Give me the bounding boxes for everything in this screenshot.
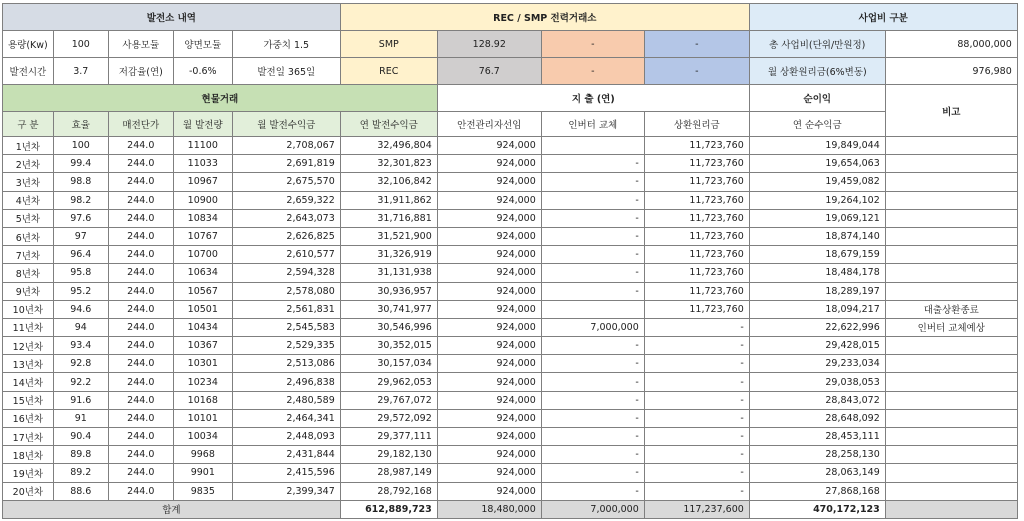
row-annual-net[interactable]: 28,063,149: [749, 464, 885, 482]
row-annual-net[interactable]: 18,484,178: [749, 264, 885, 282]
table-row: [3, 300, 1018, 318]
row-year[interactable]: 14년차: [3, 373, 54, 391]
row-annual-net[interactable]: 28,258,130: [749, 446, 885, 464]
row-inverter[interactable]: [541, 137, 644, 155]
row-efficiency[interactable]: 92.8: [53, 355, 108, 373]
total-cost-label[interactable]: 총 사업비(단위/만원정): [749, 31, 885, 58]
table-row: [3, 191, 1018, 209]
row-inverter[interactable]: -: [541, 391, 644, 409]
col-annual-revenue[interactable]: 연 발전수익금: [340, 112, 437, 137]
rec-value[interactable]: 76.7: [437, 58, 541, 85]
row-safety-manager[interactable]: 924,000: [437, 246, 541, 264]
solar-plant-revenue-table: [2, 3, 1018, 519]
row-unit-price[interactable]: 244.0: [108, 409, 173, 427]
row-unit-price[interactable]: 244.0: [108, 246, 173, 264]
row-year[interactable]: 20년차: [3, 482, 54, 500]
row-repayment[interactable]: 11,723,760: [644, 173, 749, 191]
row-repayment[interactable]: 11,723,760: [644, 137, 749, 155]
row-inverter[interactable]: -: [541, 409, 644, 427]
row-year[interactable]: 15년차: [3, 391, 54, 409]
table-row: [3, 446, 1018, 464]
row-unit-price[interactable]: 244.0: [108, 264, 173, 282]
row-annual-net[interactable]: 28,648,092: [749, 409, 885, 427]
row-safety-manager[interactable]: 924,000: [437, 173, 541, 191]
row-repayment[interactable]: 11,723,760: [644, 191, 749, 209]
module-label[interactable]: 사용모듈: [108, 31, 173, 58]
row-note[interactable]: [885, 355, 1017, 373]
row-safety-manager[interactable]: 924,000: [437, 264, 541, 282]
row-monthly-revenue[interactable]: 2,643,073: [232, 209, 340, 227]
table-row: [3, 373, 1018, 391]
row-monthly-revenue[interactable]: 2,496,838: [232, 373, 340, 391]
row-repayment[interactable]: -: [644, 482, 749, 500]
row-annual-revenue[interactable]: 29,377,111: [340, 428, 437, 446]
row-efficiency[interactable]: 93.4: [53, 337, 108, 355]
row-year[interactable]: 19년차: [3, 464, 54, 482]
column-header-row: [3, 112, 1018, 137]
table-row: [3, 227, 1018, 245]
row-year[interactable]: 8년차: [3, 264, 54, 282]
row-safety-manager[interactable]: 924,000: [437, 482, 541, 500]
row-efficiency[interactable]: 94.6: [53, 300, 108, 318]
row-safety-manager[interactable]: 924,000: [437, 373, 541, 391]
col-repayment[interactable]: 상환원리금: [644, 112, 749, 137]
row-note[interactable]: [885, 282, 1017, 300]
row-annual-net[interactable]: 27,868,168: [749, 482, 885, 500]
row-year[interactable]: 3년차: [3, 173, 54, 191]
row-inverter[interactable]: -: [541, 428, 644, 446]
row-annual-net[interactable]: 28,453,111: [749, 428, 885, 446]
row-annual-revenue[interactable]: 30,936,957: [340, 282, 437, 300]
col-efficiency[interactable]: 효율: [53, 112, 108, 137]
row-monthly-gen[interactable]: 11100: [173, 137, 232, 155]
row-note[interactable]: [885, 464, 1017, 482]
monthly-repay-value[interactable]: 976,980: [885, 58, 1017, 85]
section-header-row: [3, 85, 1018, 112]
table-row: [3, 409, 1018, 427]
row-efficiency[interactable]: 97.6: [53, 209, 108, 227]
degrade-value[interactable]: -0.6%: [173, 58, 232, 85]
row-note[interactable]: [885, 209, 1017, 227]
rec-dash-2[interactable]: -: [644, 58, 749, 85]
row-unit-price[interactable]: 244.0: [108, 373, 173, 391]
table-row: [3, 173, 1018, 191]
row-monthly-gen[interactable]: 10501: [173, 300, 232, 318]
row-monthly-revenue[interactable]: 2,529,335: [232, 337, 340, 355]
row-efficiency[interactable]: 95.2: [53, 282, 108, 300]
row-annual-revenue[interactable]: 31,131,938: [340, 264, 437, 282]
row-monthly-gen[interactable]: 10034: [173, 428, 232, 446]
col-monthly-revenue[interactable]: 월 발전수익금: [232, 112, 340, 137]
row-repayment[interactable]: 11,723,760: [644, 209, 749, 227]
row-note[interactable]: [885, 428, 1017, 446]
row-monthly-gen[interactable]: 10234: [173, 373, 232, 391]
biz-cost-header[interactable]: 사업비 구분: [749, 4, 1017, 31]
weight-cell[interactable]: 가중치 1.5: [232, 31, 340, 58]
row-repayment[interactable]: 11,723,760: [644, 282, 749, 300]
row-monthly-revenue[interactable]: 2,659,322: [232, 191, 340, 209]
row-inverter[interactable]: -: [541, 373, 644, 391]
row-year[interactable]: 2년차: [3, 155, 54, 173]
row-efficiency[interactable]: 92.2: [53, 373, 108, 391]
row-note[interactable]: [885, 409, 1017, 427]
params-row-1: [3, 31, 1018, 58]
rec-label[interactable]: REC: [340, 58, 437, 85]
row-safety-manager[interactable]: 924,000: [437, 191, 541, 209]
row-annual-revenue[interactable]: 29,962,053: [340, 373, 437, 391]
table-row: [3, 337, 1018, 355]
row-year[interactable]: 5년차: [3, 209, 54, 227]
row-inverter[interactable]: -: [541, 482, 644, 500]
row-inverter[interactable]: -: [541, 209, 644, 227]
row-year[interactable]: 17년차: [3, 428, 54, 446]
col-safety-manager[interactable]: 안전관리자선임: [437, 112, 541, 137]
row-note[interactable]: 대출상환종료: [885, 300, 1017, 318]
row-safety-manager[interactable]: 924,000: [437, 282, 541, 300]
table-row: [3, 428, 1018, 446]
row-monthly-gen[interactable]: 10101: [173, 409, 232, 427]
row-annual-revenue[interactable]: 31,716,881: [340, 209, 437, 227]
total-safety[interactable]: 18,480,000: [437, 500, 541, 518]
row-monthly-gen[interactable]: 10367: [173, 337, 232, 355]
total-annual-revenue[interactable]: 612,889,723: [340, 500, 437, 518]
row-monthly-revenue[interactable]: 2,708,067: [232, 137, 340, 155]
row-safety-manager[interactable]: 924,000: [437, 355, 541, 373]
row-monthly-revenue[interactable]: 2,675,570: [232, 173, 340, 191]
table-row: [3, 137, 1018, 155]
row-year[interactable]: 13년차: [3, 355, 54, 373]
row-inverter[interactable]: -: [541, 355, 644, 373]
table-row: [3, 264, 1018, 282]
row-annual-revenue[interactable]: 32,496,804: [340, 137, 437, 155]
table-row: [3, 282, 1018, 300]
row-efficiency[interactable]: 98.2: [53, 191, 108, 209]
row-efficiency[interactable]: 95.8: [53, 264, 108, 282]
row-annual-revenue[interactable]: 29,572,092: [340, 409, 437, 427]
row-monthly-gen[interactable]: 10168: [173, 391, 232, 409]
row-repayment[interactable]: -: [644, 391, 749, 409]
row-efficiency[interactable]: 89.8: [53, 446, 108, 464]
row-efficiency[interactable]: 94: [53, 318, 108, 336]
table-row: [3, 391, 1018, 409]
row-repayment[interactable]: 11,723,760: [644, 300, 749, 318]
row-inverter[interactable]: -: [541, 264, 644, 282]
smp-dash-1[interactable]: -: [541, 31, 644, 58]
row-unit-price[interactable]: 244.0: [108, 482, 173, 500]
smp-value[interactable]: 128.92: [437, 31, 541, 58]
row-monthly-revenue[interactable]: 2,691,819: [232, 155, 340, 173]
row-annual-revenue[interactable]: 32,106,842: [340, 173, 437, 191]
row-monthly-revenue[interactable]: 2,610,577: [232, 246, 340, 264]
row-annual-net[interactable]: 18,874,140: [749, 227, 885, 245]
total-label[interactable]: 합계: [3, 500, 341, 518]
row-note[interactable]: [885, 446, 1017, 464]
row-annual-net[interactable]: 22,622,996: [749, 318, 885, 336]
row-efficiency[interactable]: 90.4: [53, 428, 108, 446]
row-inverter[interactable]: -: [541, 246, 644, 264]
row-unit-price[interactable]: 244.0: [108, 173, 173, 191]
row-monthly-revenue[interactable]: 2,578,080: [232, 282, 340, 300]
row-monthly-gen[interactable]: 10967: [173, 173, 232, 191]
row-monthly-revenue[interactable]: 2,561,831: [232, 300, 340, 318]
row-note[interactable]: [885, 373, 1017, 391]
row-annual-net[interactable]: 19,069,121: [749, 209, 885, 227]
row-efficiency[interactable]: 100: [53, 137, 108, 155]
row-monthly-gen[interactable]: 9901: [173, 464, 232, 482]
col-monthly-gen[interactable]: 월 발전량: [173, 112, 232, 137]
row-annual-revenue[interactable]: 31,911,862: [340, 191, 437, 209]
row-annual-revenue[interactable]: 31,326,919: [340, 246, 437, 264]
row-monthly-gen[interactable]: 10567: [173, 282, 232, 300]
row-efficiency[interactable]: 99.4: [53, 155, 108, 173]
rec-smp-header[interactable]: REC / SMP 전력거래소: [340, 4, 749, 31]
row-safety-manager[interactable]: 924,000: [437, 318, 541, 336]
table-row: [3, 155, 1018, 173]
row-monthly-revenue[interactable]: 2,594,328: [232, 264, 340, 282]
row-annual-net[interactable]: 29,038,053: [749, 373, 885, 391]
row-unit-price[interactable]: 244.0: [108, 300, 173, 318]
degrade-label[interactable]: 저감율(연): [108, 58, 173, 85]
row-unit-price[interactable]: 244.0: [108, 337, 173, 355]
row-monthly-gen[interactable]: 11033: [173, 155, 232, 173]
params-row-2: [3, 58, 1018, 85]
row-inverter[interactable]: -: [541, 446, 644, 464]
row-inverter[interactable]: [541, 300, 644, 318]
row-note[interactable]: [885, 391, 1017, 409]
row-annual-net[interactable]: 19,849,044: [749, 137, 885, 155]
row-repayment[interactable]: -: [644, 355, 749, 373]
row-unit-price[interactable]: 244.0: [108, 391, 173, 409]
row-unit-price[interactable]: 244.0: [108, 355, 173, 373]
col-inverter[interactable]: 인버터 교체: [541, 112, 644, 137]
total-note[interactable]: [885, 500, 1017, 518]
row-annual-revenue[interactable]: 30,546,996: [340, 318, 437, 336]
row-inverter[interactable]: 7,000,000: [541, 318, 644, 336]
row-unit-price[interactable]: 244.0: [108, 227, 173, 245]
row-annual-revenue[interactable]: 30,157,034: [340, 355, 437, 373]
total-row: [3, 500, 1018, 518]
total-repayment[interactable]: 117,237,600: [644, 500, 749, 518]
row-safety-manager[interactable]: 924,000: [437, 300, 541, 318]
row-monthly-revenue[interactable]: 2,448,093: [232, 428, 340, 446]
row-monthly-gen[interactable]: 10900: [173, 191, 232, 209]
row-note[interactable]: [885, 173, 1017, 191]
row-year[interactable]: 18년차: [3, 446, 54, 464]
row-note[interactable]: [885, 191, 1017, 209]
row-annual-net[interactable]: 28,843,072: [749, 391, 885, 409]
row-unit-price[interactable]: 244.0: [108, 282, 173, 300]
row-repayment[interactable]: -: [644, 428, 749, 446]
row-note[interactable]: 인버터 교체예상: [885, 318, 1017, 336]
row-annual-revenue[interactable]: 31,521,900: [340, 227, 437, 245]
row-inverter[interactable]: -: [541, 464, 644, 482]
row-unit-price[interactable]: 244.0: [108, 428, 173, 446]
net-profit-header[interactable]: 순이익: [749, 85, 885, 112]
row-repayment[interactable]: 11,723,760: [644, 155, 749, 173]
row-note[interactable]: [885, 137, 1017, 155]
monthly-repay-label[interactable]: 월 상환원리금(6%변동): [749, 58, 885, 85]
row-note[interactable]: [885, 155, 1017, 173]
row-annual-revenue[interactable]: 30,352,015: [340, 337, 437, 355]
row-safety-manager[interactable]: 924,000: [437, 446, 541, 464]
row-monthly-gen[interactable]: 10634: [173, 264, 232, 282]
note-header[interactable]: 비고: [885, 85, 1017, 137]
row-repayment[interactable]: -: [644, 464, 749, 482]
col-year[interactable]: 구 분: [3, 112, 54, 137]
capacity-value[interactable]: 100: [53, 31, 108, 58]
row-year[interactable]: 6년차: [3, 227, 54, 245]
row-repayment[interactable]: -: [644, 337, 749, 355]
row-annual-net[interactable]: 18,289,197: [749, 282, 885, 300]
total-net[interactable]: 470,172,123: [749, 500, 885, 518]
table-row: [3, 318, 1018, 336]
row-unit-price[interactable]: 244.0: [108, 446, 173, 464]
row-annual-revenue[interactable]: 28,987,149: [340, 464, 437, 482]
row-monthly-revenue[interactable]: 2,480,589: [232, 391, 340, 409]
rec-dash-1[interactable]: -: [541, 58, 644, 85]
row-inverter[interactable]: -: [541, 191, 644, 209]
row-monthly-gen[interactable]: 10434: [173, 318, 232, 336]
row-year[interactable]: 16년차: [3, 409, 54, 427]
row-note[interactable]: [885, 227, 1017, 245]
row-monthly-gen[interactable]: 10767: [173, 227, 232, 245]
row-year[interactable]: 12년차: [3, 337, 54, 355]
row-note[interactable]: [885, 246, 1017, 264]
row-annual-revenue[interactable]: 28,792,168: [340, 482, 437, 500]
row-annual-revenue[interactable]: 29,767,072: [340, 391, 437, 409]
row-repayment[interactable]: -: [644, 318, 749, 336]
row-unit-price[interactable]: 244.0: [108, 191, 173, 209]
row-inverter[interactable]: -: [541, 282, 644, 300]
row-safety-manager[interactable]: 924,000: [437, 409, 541, 427]
row-unit-price[interactable]: 244.0: [108, 209, 173, 227]
table-row: [3, 464, 1018, 482]
plant-header[interactable]: 발전소 내역: [3, 4, 341, 31]
row-monthly-revenue[interactable]: 2,415,596: [232, 464, 340, 482]
row-monthly-revenue[interactable]: 2,626,825: [232, 227, 340, 245]
row-repayment[interactable]: -: [644, 446, 749, 464]
row-efficiency[interactable]: 88.6: [53, 482, 108, 500]
row-safety-manager[interactable]: 924,000: [437, 137, 541, 155]
row-efficiency[interactable]: 96.4: [53, 246, 108, 264]
row-safety-manager[interactable]: 924,000: [437, 209, 541, 227]
row-year[interactable]: 7년차: [3, 246, 54, 264]
row-safety-manager[interactable]: 924,000: [437, 464, 541, 482]
row-annual-revenue[interactable]: 32,301,823: [340, 155, 437, 173]
spot-trade-header[interactable]: 현물거래: [3, 85, 438, 112]
row-unit-price[interactable]: 244.0: [108, 318, 173, 336]
data-rows: [3, 137, 1018, 501]
table-row: [3, 209, 1018, 227]
row-monthly-gen[interactable]: 9835: [173, 482, 232, 500]
row-monthly-revenue[interactable]: 2,399,347: [232, 482, 340, 500]
row-inverter[interactable]: -: [541, 173, 644, 191]
row-efficiency[interactable]: 97: [53, 227, 108, 245]
row-efficiency[interactable]: 91: [53, 409, 108, 427]
row-monthly-revenue[interactable]: 2,431,844: [232, 446, 340, 464]
module-value[interactable]: 양면모듈: [173, 31, 232, 58]
row-unit-price[interactable]: 244.0: [108, 464, 173, 482]
row-unit-price[interactable]: 244.0: [108, 155, 173, 173]
row-year[interactable]: 9년차: [3, 282, 54, 300]
row-inverter[interactable]: -: [541, 337, 644, 355]
days-cell[interactable]: 발전일 365일: [232, 58, 340, 85]
row-annual-net[interactable]: 29,233,034: [749, 355, 885, 373]
table-row: [3, 355, 1018, 373]
total-inverter[interactable]: 7,000,000: [541, 500, 644, 518]
row-note[interactable]: [885, 264, 1017, 282]
row-repayment[interactable]: -: [644, 373, 749, 391]
row-efficiency[interactable]: 91.6: [53, 391, 108, 409]
table-row: [3, 482, 1018, 500]
row-annual-revenue[interactable]: 29,182,130: [340, 446, 437, 464]
smp-dash-2[interactable]: -: [644, 31, 749, 58]
col-unit-price[interactable]: 매전단가: [108, 112, 173, 137]
row-annual-net[interactable]: 19,459,082: [749, 173, 885, 191]
row-annual-net[interactable]: 18,679,159: [749, 246, 885, 264]
hours-label[interactable]: 발전시간: [3, 58, 54, 85]
row-repayment[interactable]: 11,723,760: [644, 227, 749, 245]
row-monthly-revenue[interactable]: 2,464,341: [232, 409, 340, 427]
row-repayment[interactable]: -: [644, 409, 749, 427]
row-year[interactable]: 1년차: [3, 137, 54, 155]
row-annual-net[interactable]: 29,428,015: [749, 337, 885, 355]
row-annual-net[interactable]: 19,264,102: [749, 191, 885, 209]
top-header-row: [3, 4, 1018, 31]
expense-header[interactable]: 지 출 (연): [437, 85, 749, 112]
col-annual-net[interactable]: 연 순수익금: [749, 112, 885, 137]
row-monthly-gen[interactable]: 10700: [173, 246, 232, 264]
row-inverter[interactable]: -: [541, 227, 644, 245]
row-monthly-revenue[interactable]: 2,545,583: [232, 318, 340, 336]
row-inverter[interactable]: -: [541, 155, 644, 173]
row-efficiency[interactable]: 98.8: [53, 173, 108, 191]
row-safety-manager[interactable]: 924,000: [437, 428, 541, 446]
row-annual-net[interactable]: 19,654,063: [749, 155, 885, 173]
capacity-label[interactable]: 용량(Kw): [3, 31, 54, 58]
row-monthly-gen[interactable]: 10301: [173, 355, 232, 373]
table-row: [3, 246, 1018, 264]
row-annual-revenue[interactable]: 30,741,977: [340, 300, 437, 318]
row-note[interactable]: [885, 337, 1017, 355]
hours-value[interactable]: 3.7: [53, 58, 108, 85]
row-safety-manager[interactable]: 924,000: [437, 391, 541, 409]
row-year[interactable]: 4년차: [3, 191, 54, 209]
row-safety-manager[interactable]: 924,000: [437, 227, 541, 245]
row-safety-manager[interactable]: 924,000: [437, 155, 541, 173]
row-monthly-revenue[interactable]: 2,513,086: [232, 355, 340, 373]
row-monthly-gen[interactable]: 10834: [173, 209, 232, 227]
row-unit-price[interactable]: 244.0: [108, 137, 173, 155]
row-note[interactable]: [885, 482, 1017, 500]
row-safety-manager[interactable]: 924,000: [437, 337, 541, 355]
total-cost-value[interactable]: 88,000,000: [885, 31, 1017, 58]
row-year[interactable]: 11년차: [3, 318, 54, 336]
row-annual-net[interactable]: 18,094,217: [749, 300, 885, 318]
row-repayment[interactable]: 11,723,760: [644, 246, 749, 264]
row-year[interactable]: 10년차: [3, 300, 54, 318]
smp-label[interactable]: SMP: [340, 31, 437, 58]
row-efficiency[interactable]: 89.2: [53, 464, 108, 482]
row-monthly-gen[interactable]: 9968: [173, 446, 232, 464]
row-repayment[interactable]: 11,723,760: [644, 264, 749, 282]
